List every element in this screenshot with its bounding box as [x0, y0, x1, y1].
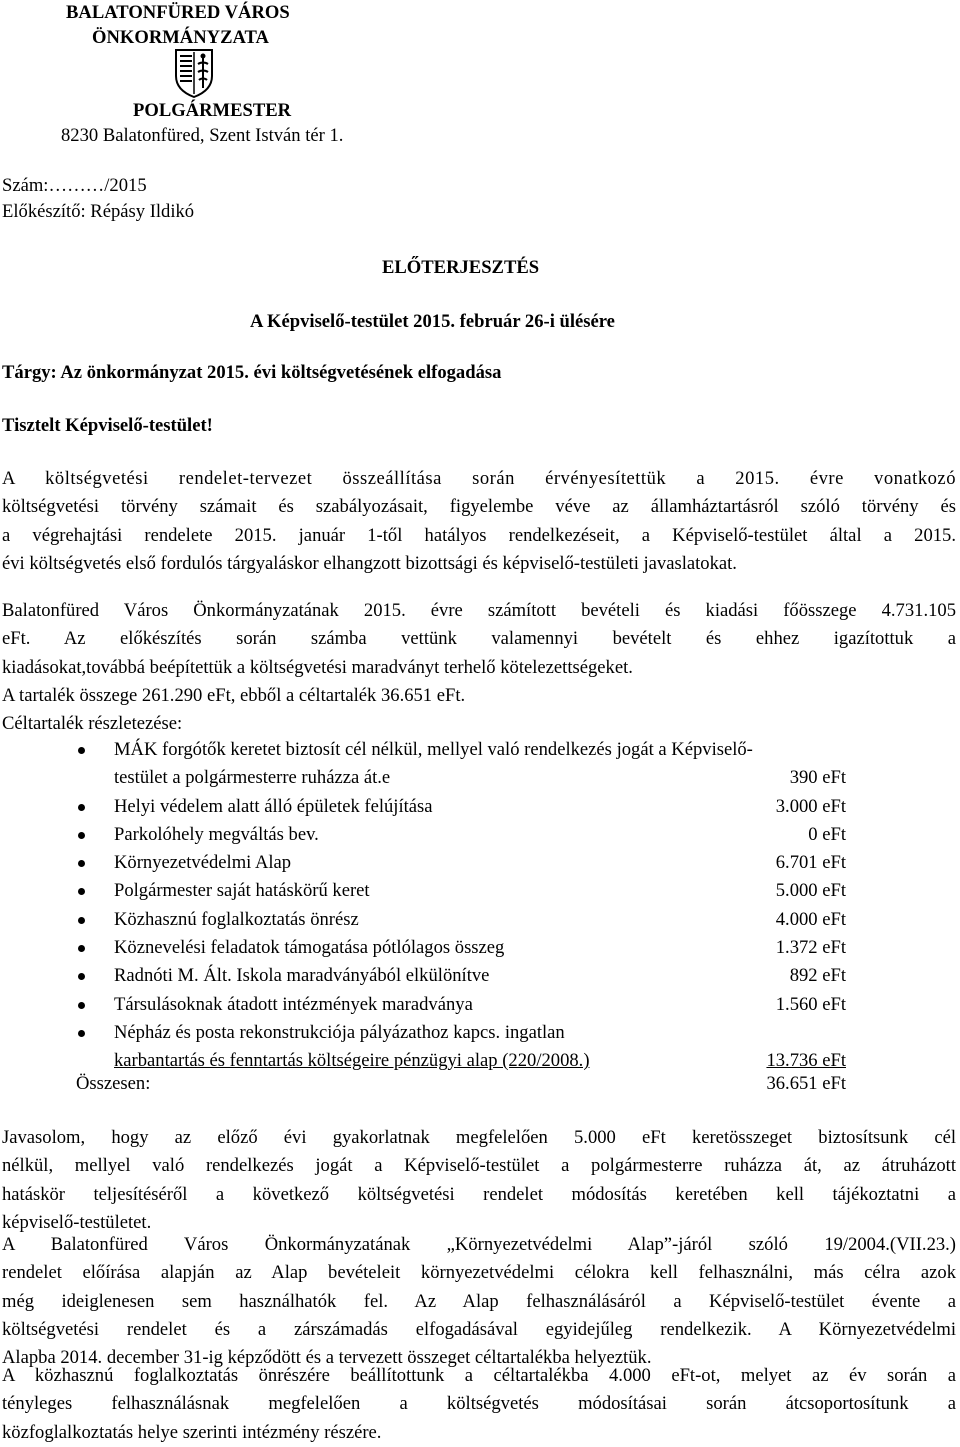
text-line: tényleges felhasználásnak megfelelően a költségvetés módosításai során átcsoportosítunk a	[2, 1393, 956, 1415]
text-line: A tartalék összege 261.290 eFt, ebből a céltartalék 36.651 eFt.	[2, 684, 466, 706]
coat-of-arms-icon	[174, 48, 214, 98]
salutation: Tisztelt Képviselő-testület!	[2, 415, 213, 436]
paragraph-environment-fund	[2, 1231, 956, 1372]
item-amount: 4.000 eFt	[775, 908, 846, 930]
text-line: A közhasznú foglalkoztatás önrészére beállítottunk a céltartalékba 4.000 eFt-ot, melyet az év során a	[2, 1365, 956, 1386]
item-label: MÁK forgótők keretet biztosít cél nélkül, mellyel való rendelkezés jogát a Képviselő-	[114, 739, 753, 760]
mayor-title: POLGÁRMESTER	[133, 100, 292, 121]
text-line: költségvetési rendelet és a zárszámadás elfogadásával egyidejűleg rendelkezik. A Környezetvédelmi	[2, 1318, 956, 1340]
text-line: Céltartalék részletezése:	[2, 713, 183, 735]
paragraph-budget-total	[2, 597, 956, 738]
list-item	[76, 991, 956, 1019]
list-item	[76, 877, 956, 905]
list-item	[76, 962, 956, 990]
item-label: Társulásoknak átadott intézmények maradványa	[114, 993, 473, 1015]
item-label: testület a polgármesterre ruházza át.e	[114, 767, 391, 789]
reserve-breakdown-list	[76, 736, 956, 1076]
text-line: hatáskör teljesítéséről a következő költségvetési rendelet módosítás keretében kell tájékoztatni a	[2, 1183, 956, 1205]
item-label: Helyi védelem alatt álló épületek felújítása	[114, 795, 433, 817]
meeting-subtitle: A Képviselő-testület 2015. február 26-i ülésére	[250, 311, 615, 332]
text-line: A költségvetési rendelet-tervezet összeállítása során érvényesítettük a 2015. évre vonatkozó	[2, 468, 956, 489]
item-amount: 3.000 eFt	[775, 795, 846, 817]
org-name-line2: ÖNKORMÁNYZATA	[92, 27, 269, 48]
text-line: Balatonfüred Város Önkormányzatának 2015. évre számított bevételi és kiadási főösszege 4.731.105	[2, 600, 956, 621]
text-line: Alapba 2014. december 31-ig képződött és a tervezett összeget céltartalékba helyeztük.	[2, 1347, 652, 1369]
list-item	[76, 906, 956, 934]
item-label: karbantartás és fenntartás költségeire pénzügyi alap (220/2008.)	[114, 1050, 590, 1072]
page-title: ELŐTERJESZTÉS	[382, 257, 540, 278]
item-label: Parkolóhely megváltás bev.	[114, 823, 319, 845]
list-item	[76, 821, 956, 849]
item-label: Polgármester saját hatáskörű keret	[114, 880, 370, 902]
org-name-line1: BALATONFÜRED VÁROS	[66, 2, 290, 23]
item-amount: 0 eFt	[808, 823, 846, 845]
text-line: nélkül, mellyel való rendelkezés jogát a Képviselő-testület a polgármesterre ruházza át, az átruházott	[2, 1155, 956, 1177]
address: 8230 Balatonfüred, Szent István tér 1.	[61, 125, 344, 146]
item-amount: 1.560 eFt	[775, 993, 846, 1015]
item-amount: 390 eFt	[789, 767, 846, 789]
item-amount: 5.000 eFt	[775, 880, 846, 902]
total-label: Összesen:	[76, 1073, 151, 1094]
text-line: A Balatonfüred Város Önkormányzatának „Környezetvédelmi Alap”-járól szóló 19/2004.(VII.23.)	[2, 1234, 956, 1255]
reserve-total-row	[76, 1070, 956, 1098]
list-item	[76, 736, 956, 793]
list-item	[76, 793, 956, 821]
item-amount: 13.736 eFt	[766, 1050, 846, 1072]
item-label: Köznevelési feladatok támogatása pótlólagos összeg	[114, 937, 505, 959]
text-line: kiadásokat,továbbá beépítettük a költségvetési maradványt terhelő kötelezettségeket.	[2, 656, 633, 678]
text-line: Javasolom, hogy az előző évi gyakorlatnak megfelelően 5.000 eFt keretösszeget biztosítsunk cél	[2, 1127, 956, 1148]
text-line: még ideiglenesen sem használhatók fel. Az Alap felhasználásáról a Képviselő-testület évente a	[2, 1290, 956, 1312]
item-amount: 892 eFt	[789, 965, 846, 987]
total-amount: 36.651 eFt	[766, 1073, 846, 1094]
list-item	[76, 849, 956, 877]
paragraph-budget-basis	[2, 465, 956, 578]
paragraph-public-employment	[2, 1362, 956, 1447]
text-line: költségvetési törvény számait és szabályozásait, figyelembe véve az államháztartásról szóló törvény és	[2, 496, 956, 518]
item-label: Közhasznú foglalkoztatás önrész	[114, 908, 359, 930]
text-line: eFt. Az előkészítés során számba vettünk valamennyi bevételt és ehhez igazítottuk a	[2, 628, 956, 650]
item-label: Radnóti M. Ált. Iskola maradványából elkülönítve	[114, 965, 490, 987]
item-amount: 6.701 eFt	[775, 852, 846, 874]
item-label: Népház és posta rekonstrukciója pályázathoz kapcs. ingatlan	[114, 1021, 565, 1043]
document-number: Szám:………/2015	[2, 175, 147, 196]
list-item	[76, 1019, 956, 1076]
list-item	[76, 934, 956, 962]
text-line: rendelet előírása alapján az Alap bevételeit környezetvédelmi célokra kell felhasználni, más célra azok	[2, 1262, 956, 1284]
text-line: a végrehajtási rendelete 2015. január 1-től hatályos rendelkezéseit, a Képviselő-testület által a 2015.	[2, 524, 956, 546]
text-line: évi költségvetés első fordulós tárgyaláskor elhangzott bizottsági és képviselő-testületi javaslatokat.	[2, 552, 737, 574]
item-amount: 1.372 eFt	[775, 937, 846, 959]
paragraph-mayor-frame	[2, 1124, 956, 1237]
item-label: Környezetvédelmi Alap	[114, 852, 292, 874]
preparer: Előkészítő: Répásy Ildikó	[2, 201, 195, 222]
subject-line: Tárgy: Az önkormányzat 2015. évi költségvetésének elfogadása	[2, 362, 502, 383]
text-line: képviselő-testületet.	[2, 1211, 152, 1233]
text-line: közfoglalkoztatás helye szerinti intézmény részére.	[2, 1421, 382, 1443]
